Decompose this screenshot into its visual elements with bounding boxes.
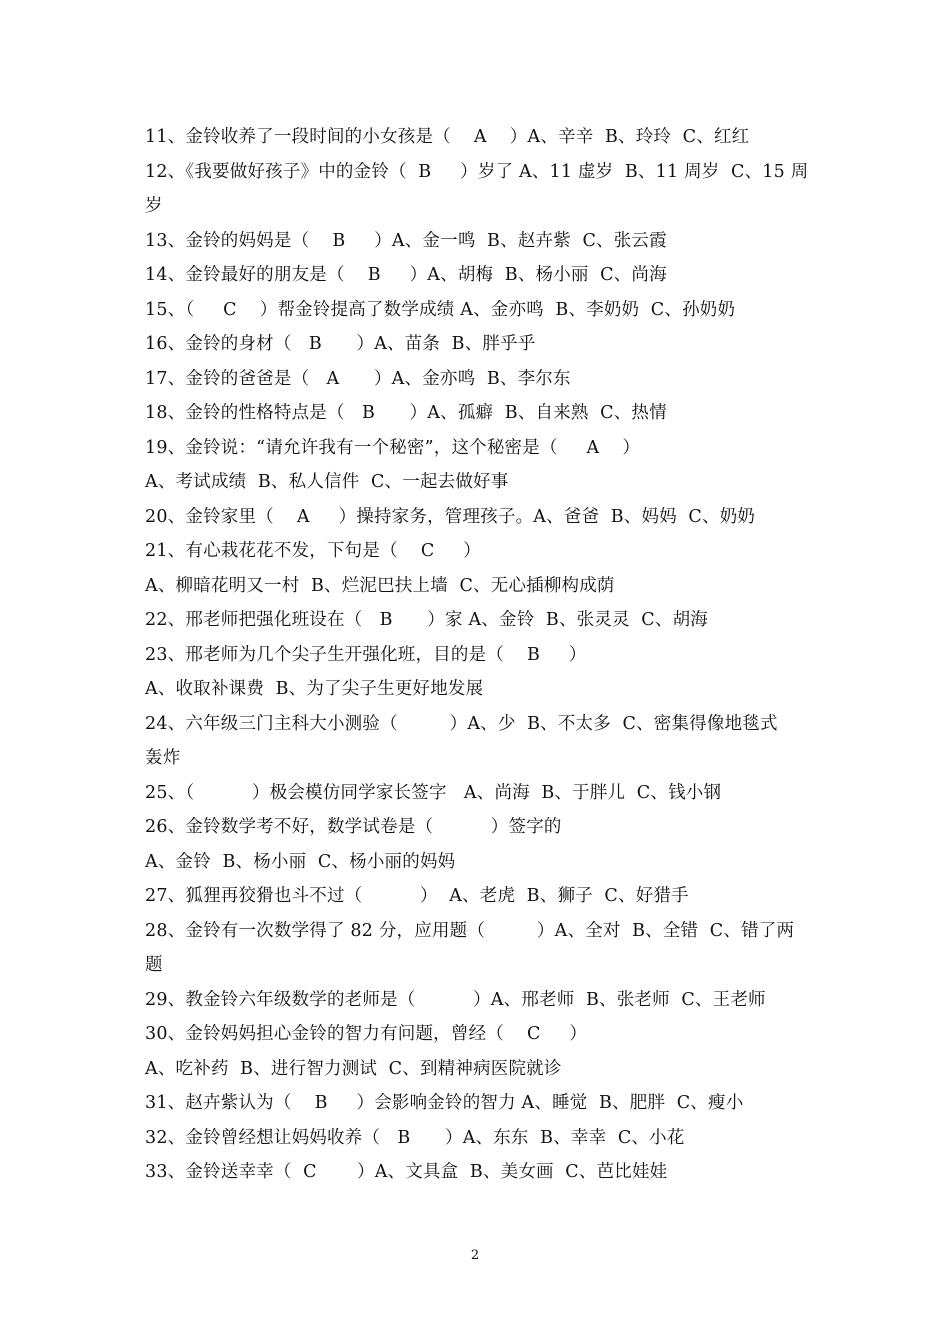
question-line-19-options: A、考试成绩 B、私人信件 C、一起去做好事 (145, 472, 509, 492)
question-line-24: 24、六年级三门主科大小测验（ ）A、少 B、不太多 C、密集得像地毯式 (145, 713, 778, 734)
question-line-25: 25、（ ）极会模仿同学家长签字 A、尚海 B、于胖儿 C、钱小钢 (145, 782, 722, 803)
question-line-26-options: A、金铃 B、杨小丽 C、杨小丽的妈妈 (145, 851, 456, 872)
question-line-30-options: A、吃补药 B、进行智力测试 C、到精神病医院就诊 (145, 1058, 562, 1079)
question-line-20: 20、金铃家里（ A ）操持家务，管理孩子。A、爸爸 B、妈妈 C、奶奶 (145, 506, 756, 527)
question-line-13: 13、金铃的妈妈是（ B ）A、金一鸣 B、赵卉紫 C、张云霞 (145, 230, 667, 251)
question-line-30: 30、金铃妈妈担心金铃的智力有问题，曾经（ C ） (145, 1024, 588, 1044)
question-line-17: 17、金铃的爸爸是（ A ）A、金亦鸣 B、李尔东 (145, 368, 571, 389)
question-line-12-cont: 岁 (145, 196, 163, 216)
question-line-28: 28、金铃有一次数学得了 82 分，应用题（ ）A、全对 B、全错 C、错了两 (145, 920, 795, 941)
question-line-27: 27、狐狸再狡猾也斗不过（ ） A、老虎 B、狮子 C、好猎手 (145, 886, 689, 906)
question-line-18: 18、金铃的性格特点是（ B ）A、孤癖 B、自来熟 C、热情 (145, 403, 667, 423)
question-line-14: 14、金铃最好的朋友是（ B ）A、胡梅 B、杨小丽 C、尚海 (145, 265, 667, 285)
question-line-28-cont: 题 (145, 955, 163, 975)
question-line-29: 29、教金铃六年级数学的老师是（ ）A、邢老师 B、张老师 C、王老师 (145, 989, 766, 1010)
question-line-31: 31、赵卉紫认为（ B ）会影响金铃的智力 A、睡觉 B、肥胖 C、瘦小 (145, 1093, 744, 1113)
question-line-24-cont: 轰炸 (145, 748, 181, 768)
question-line-33: 33、金铃送幸幸（ C ）A、文具盒 B、美女画 C、芭比娃娃 (145, 1162, 668, 1182)
question-line-12: 12、《我要做好孩子》中的金铃（ B ）岁了 A、11 虚岁 B、11 周岁 C、15 周 (145, 161, 809, 182)
question-line-21-options: A、柳暗花明又一村 B、烂泥巴扶上墙 C、无心插柳构成荫 (145, 575, 615, 596)
question-line-19: 19、金铃说：“请允许我有一个秘密”，这个秘密是（ A ） (145, 437, 641, 458)
question-line-23: 23、邢老师为几个尖子生开强化班，目的是（ B ） (145, 644, 587, 665)
question-line-22: 22、邢老师把强化班设在（ B ）家 A、金铃 B、张灵灵 C、胡海 (145, 610, 708, 630)
question-line-15: 15、（ C ）帮金铃提高了数学成绩 A、金亦鸣 B、李奶奶 C、孙奶奶 (145, 299, 736, 320)
page-number: 2 (470, 1248, 480, 1263)
question-line-21: 21、有心栽花花不发，下句是（ C ） (145, 541, 481, 561)
question-line-26: 26、金铃数学考不好，数学试卷是（ ）签字的 (145, 817, 562, 837)
question-line-16: 16、金铃的身材（ B ）A、苗条 B、胖乎乎 (145, 334, 536, 354)
question-line-32: 32、金铃曾经想让妈妈收养（ B ）A、东东 B、幸幸 C、小花 (145, 1127, 685, 1148)
question-line-11: 11、金铃收养了一段时间的小女孩是（ A ）A、辛辛 B、玲玲 C、红红 (145, 127, 750, 147)
question-line-23-options: A、收取补课费 B、为了尖子生更好地发展 (145, 679, 484, 699)
question-list (145, 120, 815, 1190)
